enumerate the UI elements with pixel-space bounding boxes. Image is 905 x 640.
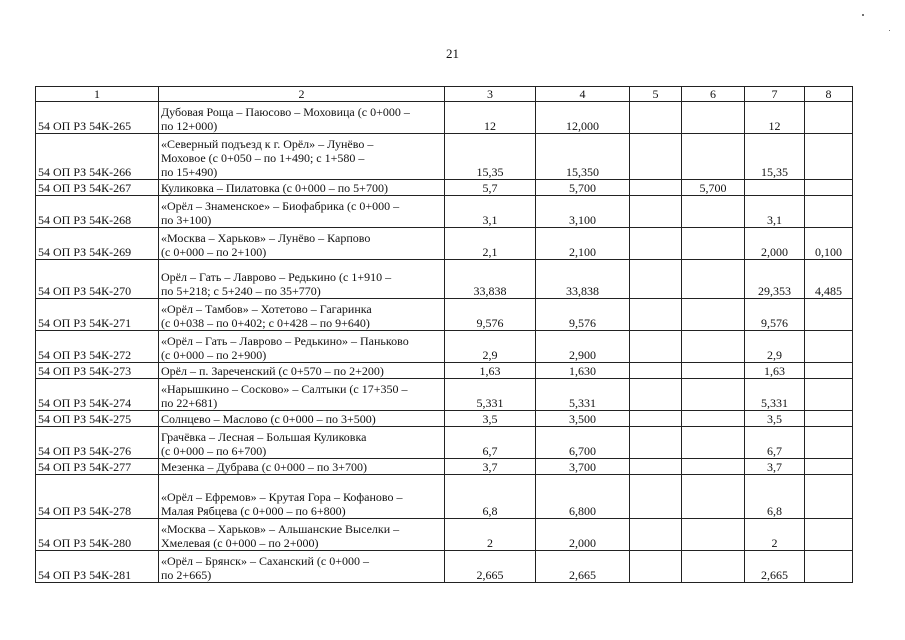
table-row [36, 551, 853, 583]
value-col-5 [630, 551, 682, 583]
road-code: 54 ОП РЗ 54К-278 [36, 475, 159, 519]
value-col-4: 3,700 [536, 459, 630, 475]
road-name [159, 331, 445, 363]
road-code: 54 ОП РЗ 54К-269 [36, 228, 159, 260]
road-name-line: Хмелевая (с 0+000 – по 2+000) [161, 536, 319, 550]
table-row [36, 363, 853, 379]
table-row [36, 228, 853, 260]
value-col-5 [630, 519, 682, 551]
road-name [159, 551, 445, 583]
value-col-6 [682, 411, 745, 427]
value-col-7: 6,8 [745, 475, 805, 519]
column-header-6: 6 [682, 87, 745, 102]
value-col-7: 5,331 [745, 379, 805, 411]
road-code: 54 ОП РЗ 54К-281 [36, 551, 159, 583]
road-name [159, 180, 445, 196]
value-col-3: 2,1 [445, 228, 536, 260]
value-col-3: 5,331 [445, 379, 536, 411]
road-name-line: Грачёвка – Лесная – Большая Куликовка [161, 430, 367, 444]
road-name-line: по 2+665) [161, 568, 212, 582]
road-name-line: Куликовка – Пилатовка (с 0+000 – по 5+700) [161, 181, 388, 195]
value-col-7: 2,665 [745, 551, 805, 583]
value-col-5 [630, 363, 682, 379]
road-name-line: по 22+681) [161, 396, 218, 410]
value-col-8 [805, 180, 853, 196]
value-col-3: 3,7 [445, 459, 536, 475]
road-name-line: Орёл – Гать – Лаврово – Редькино (с 1+910 – [161, 270, 392, 284]
value-col-5 [630, 228, 682, 260]
road-name [159, 475, 445, 519]
table-row [36, 379, 853, 411]
column-header-1: 1 [36, 87, 159, 102]
value-col-4: 6,800 [536, 475, 630, 519]
value-col-4: 33,838 [536, 260, 630, 299]
road-name-line: по 3+100) [161, 213, 212, 227]
value-col-3: 12 [445, 102, 536, 134]
table-row [36, 331, 853, 363]
road-name-line: (с 0+000 – по 2+900) [161, 348, 267, 362]
value-col-6: 5,700 [682, 180, 745, 196]
road-code: 54 ОП РЗ 54К-270 [36, 260, 159, 299]
road-name [159, 260, 445, 299]
road-name-line: по 12+000) [161, 119, 218, 133]
road-code: 54 ОП РЗ 54К-267 [36, 180, 159, 196]
road-code: 54 ОП РЗ 54К-277 [36, 459, 159, 475]
value-col-6 [682, 260, 745, 299]
value-col-6 [682, 475, 745, 519]
table-body [36, 102, 853, 583]
road-code: 54 ОП РЗ 54К-272 [36, 331, 159, 363]
value-col-4: 2,665 [536, 551, 630, 583]
value-col-6 [682, 459, 745, 475]
column-header-8: 8 [805, 87, 853, 102]
road-name-line: «Северный подъезд к г. Орёл» – Лунёво – [161, 137, 374, 151]
value-col-3: 2,9 [445, 331, 536, 363]
roads-table [35, 86, 853, 583]
value-col-8: 4,485 [805, 260, 853, 299]
column-header-3: 3 [445, 87, 536, 102]
road-code: 54 ОП РЗ 54К-265 [36, 102, 159, 134]
road-code: 54 ОП РЗ 54К-274 [36, 379, 159, 411]
value-col-7: 29,353 [745, 260, 805, 299]
value-col-6 [682, 551, 745, 583]
value-col-6 [682, 427, 745, 459]
value-col-3: 3,1 [445, 196, 536, 228]
value-col-7: 2 [745, 519, 805, 551]
road-name [159, 459, 445, 475]
value-col-6 [682, 228, 745, 260]
value-col-8 [805, 411, 853, 427]
column-header-4: 4 [536, 87, 630, 102]
value-col-3: 2 [445, 519, 536, 551]
road-name [159, 427, 445, 459]
value-col-4: 2,000 [536, 519, 630, 551]
value-col-5 [630, 459, 682, 475]
value-col-5 [630, 475, 682, 519]
value-col-7: 15,35 [745, 134, 805, 180]
value-col-5 [630, 260, 682, 299]
table-header-row [36, 87, 853, 102]
road-name-line: по 5+218; с 5+240 – по 35+770) [161, 284, 321, 298]
value-col-6 [682, 331, 745, 363]
table-row [36, 196, 853, 228]
road-code: 54 ОП РЗ 54К-275 [36, 411, 159, 427]
road-code: 54 ОП РЗ 54К-268 [36, 196, 159, 228]
value-col-6 [682, 379, 745, 411]
value-col-8 [805, 475, 853, 519]
road-code: 54 ОП РЗ 54К-280 [36, 519, 159, 551]
value-col-5 [630, 379, 682, 411]
value-col-4: 6,700 [536, 427, 630, 459]
value-col-3: 6,8 [445, 475, 536, 519]
road-name-line: (с 0+038 – по 0+402; с 0+428 – по 9+640) [161, 316, 370, 330]
value-col-3: 6,7 [445, 427, 536, 459]
value-col-4: 5,331 [536, 379, 630, 411]
road-name-line: «Орёл – Знаменское» – Биофабрика (с 0+000 – [161, 199, 400, 213]
value-col-8 [805, 299, 853, 331]
value-col-3: 5,7 [445, 180, 536, 196]
scan-speck [889, 30, 890, 31]
road-name-line: «Нарышкино – Сосково» – Салтыки (с 17+350 – [161, 382, 408, 396]
value-col-7: 9,576 [745, 299, 805, 331]
road-name-line: Мезенка – Дубрава (с 0+000 – по 3+700) [161, 460, 368, 474]
value-col-7: 3,5 [745, 411, 805, 427]
table-row [36, 475, 853, 519]
value-col-5 [630, 180, 682, 196]
value-col-6 [682, 134, 745, 180]
value-col-8: 0,100 [805, 228, 853, 260]
page-number: 21 [446, 46, 459, 61]
value-col-8 [805, 379, 853, 411]
table-row [36, 180, 853, 196]
value-col-7: 3,1 [745, 196, 805, 228]
road-name [159, 228, 445, 260]
table-row [36, 134, 853, 180]
value-col-6 [682, 196, 745, 228]
value-col-5 [630, 411, 682, 427]
road-name-line: «Орёл – Гать – Лаврово – Редькино» – Паньково [161, 334, 409, 348]
table-row [36, 519, 853, 551]
column-header-7: 7 [745, 87, 805, 102]
value-col-3: 9,576 [445, 299, 536, 331]
value-col-4: 1,630 [536, 363, 630, 379]
column-header-5: 5 [630, 87, 682, 102]
road-name [159, 363, 445, 379]
value-col-8 [805, 134, 853, 180]
value-col-6 [682, 102, 745, 134]
value-col-7: 2,9 [745, 331, 805, 363]
value-col-7: 2,000 [745, 228, 805, 260]
value-col-6 [682, 299, 745, 331]
value-col-7: 1,63 [745, 363, 805, 379]
value-col-3: 2,665 [445, 551, 536, 583]
road-name [159, 102, 445, 134]
value-col-5 [630, 331, 682, 363]
road-name [159, 411, 445, 427]
road-name [159, 134, 445, 180]
road-name-line: Малая Рябцева (с 0+000 – по 6+800) [161, 504, 346, 518]
road-name-line: по 15+490) [161, 165, 218, 179]
value-col-4: 2,100 [536, 228, 630, 260]
road-name-line: Дубовая Роща – Паюсово – Моховица (с 0+000 – [161, 105, 410, 119]
value-col-3: 1,63 [445, 363, 536, 379]
value-col-3: 3,5 [445, 411, 536, 427]
value-col-8 [805, 551, 853, 583]
column-header-2: 2 [159, 87, 445, 102]
table-row [36, 299, 853, 331]
value-col-4: 5,700 [536, 180, 630, 196]
road-code: 54 ОП РЗ 54К-271 [36, 299, 159, 331]
road-name-line: «Орёл – Ефремов» – Крутая Гора – Кофаново – [161, 490, 403, 504]
value-col-8 [805, 427, 853, 459]
scan-speck [862, 14, 864, 16]
value-col-7 [745, 180, 805, 196]
value-col-3: 15,35 [445, 134, 536, 180]
road-name [159, 519, 445, 551]
value-col-4: 12,000 [536, 102, 630, 134]
road-code: 54 ОП РЗ 54К-276 [36, 427, 159, 459]
value-col-8 [805, 102, 853, 134]
value-col-4: 3,500 [536, 411, 630, 427]
road-name-line: (с 0+000 – по 2+100) [161, 245, 267, 259]
table-row [36, 427, 853, 459]
road-name-line: (с 0+000 – по 6+700) [161, 444, 267, 458]
value-col-8 [805, 459, 853, 475]
value-col-5 [630, 196, 682, 228]
value-col-4: 9,576 [536, 299, 630, 331]
value-col-8 [805, 196, 853, 228]
road-name-line: «Москва – Харьков» – Альшанские Выселки – [161, 522, 400, 536]
value-col-3: 33,838 [445, 260, 536, 299]
value-col-5 [630, 134, 682, 180]
road-name-line: Орёл – п. Зареченский (с 0+570 – по 2+200) [161, 364, 384, 378]
road-name-line: «Орёл – Тамбов» – Хотетово – Гагаринка [161, 302, 372, 316]
value-col-5 [630, 102, 682, 134]
value-col-4: 3,100 [536, 196, 630, 228]
table-row [36, 102, 853, 134]
road-name-line: «Орёл – Брянск» – Саханский (с 0+000 – [161, 554, 369, 568]
value-col-8 [805, 519, 853, 551]
value-col-6 [682, 519, 745, 551]
value-col-5 [630, 427, 682, 459]
value-col-5 [630, 299, 682, 331]
value-col-4: 15,350 [536, 134, 630, 180]
road-name-line: Солнцево – Маслово (с 0+000 – по 3+500) [161, 412, 376, 426]
road-code: 54 ОП РЗ 54К-266 [36, 134, 159, 180]
table-row [36, 459, 853, 475]
table-row [36, 260, 853, 299]
road-name-line: Моховое (с 0+050 – по 1+490; с 1+580 – [161, 151, 365, 165]
value-col-7: 12 [745, 102, 805, 134]
value-col-8 [805, 331, 853, 363]
road-name-line: «Москва – Харьков» – Лунёво – Карпово [161, 231, 371, 245]
value-col-4: 2,900 [536, 331, 630, 363]
value-col-8 [805, 363, 853, 379]
road-code: 54 ОП РЗ 54К-273 [36, 363, 159, 379]
table-row [36, 411, 853, 427]
value-col-7: 3,7 [745, 459, 805, 475]
road-name [159, 379, 445, 411]
road-name [159, 196, 445, 228]
value-col-6 [682, 363, 745, 379]
value-col-7: 6,7 [745, 427, 805, 459]
road-name [159, 299, 445, 331]
